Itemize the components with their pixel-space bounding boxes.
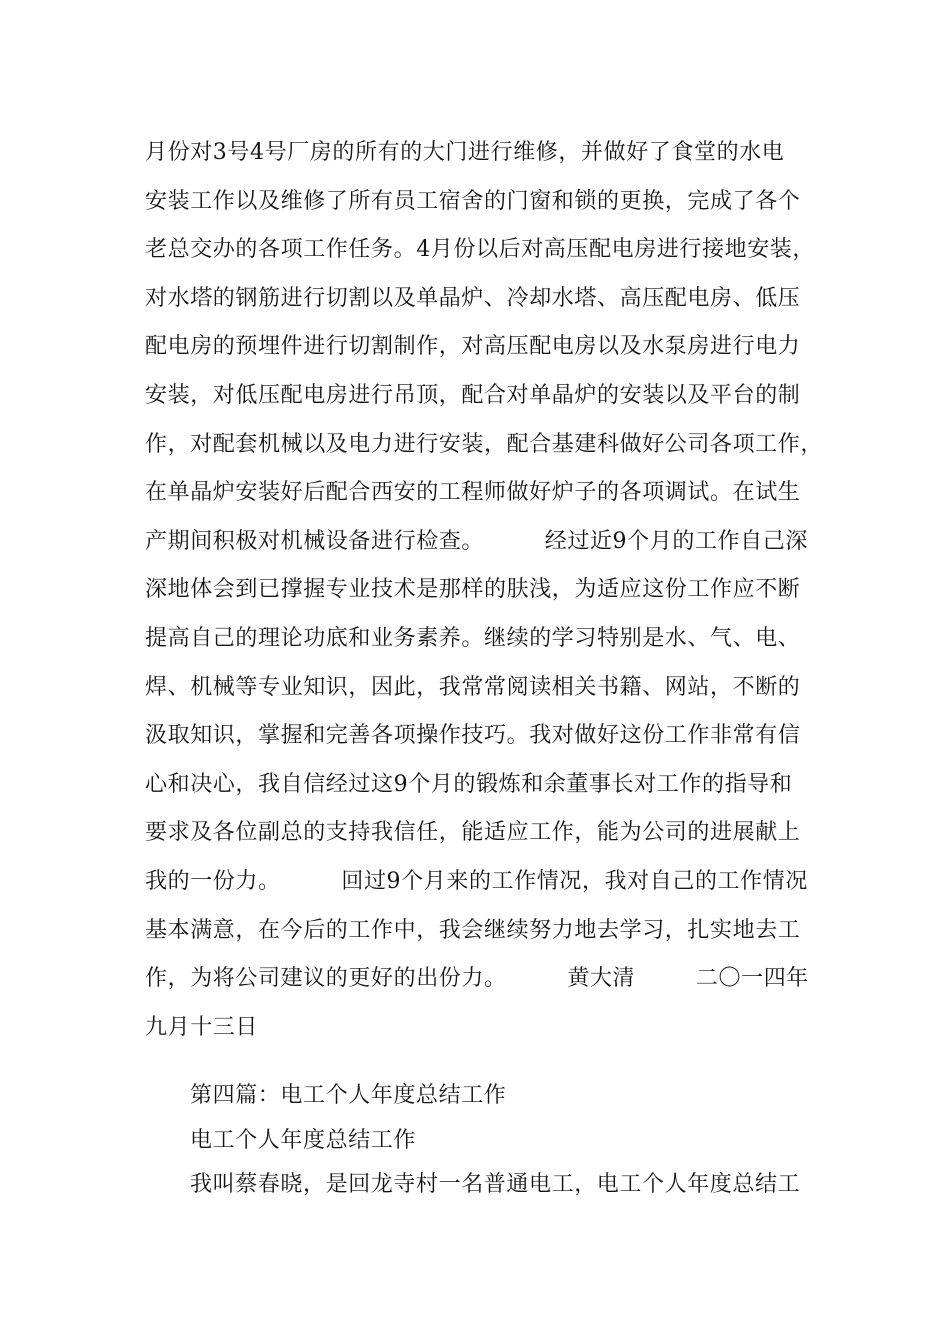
section-heading: 第四篇：电工个人年度总结工作: [190, 1083, 507, 1108]
section-subheading: 电工个人年度总结工作: [190, 1127, 417, 1153]
body-line: 我的一份力。 回过9个月来的工作情况，我对自己的工作情况: [145, 868, 808, 894]
body-line: 老总交办的各项工作任务。4月份以后对高压配电房进行接地安装，: [145, 237, 815, 263]
body-line: 产期间积极对机械设备进行检查。 经过近9个月的工作自己深: [145, 528, 808, 554]
body-line: 月份对3号4号厂房的所有的大门进行维修，并做好了食堂的水电: [145, 140, 785, 165]
body-line: 在单晶炉安装好后配合西安的工程师做好炉子的各项调试。在试生: [145, 480, 801, 506]
body-line: 深地体会到已撑握专业技术是那样的肤浅，为适应这份工作应不断: [145, 577, 801, 603]
body-line: 配电房的预埋件进行切割制作，对高压配电房以及水泵房进行电力: [145, 334, 801, 360]
body-text: [145, 134, 825, 1057]
body-line: 作，对配套机械以及电力进行安装，配合基建科做好公司各项工作，: [145, 431, 824, 457]
body-line: 要求及各位副总的支持我信任，能适应工作，能为公司的进展献上: [145, 820, 801, 846]
closing-line: 我叫蔡春晓，是回龙寺村一名普通电工，电工个人年度总结工: [190, 1172, 801, 1197]
body-line: 作，为将公司建议的更好的出份力。 黄大清 二〇一四年: [145, 966, 809, 992]
body-line: 安装工作以及维修了所有员工宿舍的门窗和锁的更换，完成了各个: [145, 188, 801, 214]
body-line: 汲取知识，掌握和完善各项操作技巧。我对做好这份工作非常有信: [145, 723, 801, 749]
body-line: 安装，对低压配电房进行吊顶，配合对单晶炉的安装以及平台的制: [145, 382, 801, 408]
body-line: 心和决心，我自信经过这9个月的锻炼和余董事长对工作的指导和: [145, 771, 793, 797]
body-line: 提高自己的理论功底和业务素养。继续的学习特别是水、气、电、: [145, 625, 801, 651]
body-line: 对水塔的钢筋进行切割以及单晶炉、冷却水塔、高压配电房、低压: [145, 285, 801, 311]
body-line: 基本满意，在今后的工作中，我会继续努力地去学习，扎实地去工: [145, 917, 801, 943]
section-block: [190, 1077, 830, 1211]
body-line: 九月十三日: [145, 1014, 259, 1040]
body-line: 焊、机械等专业知识，因此，我常常阅读相关书籍、网站，不断的: [145, 674, 801, 700]
